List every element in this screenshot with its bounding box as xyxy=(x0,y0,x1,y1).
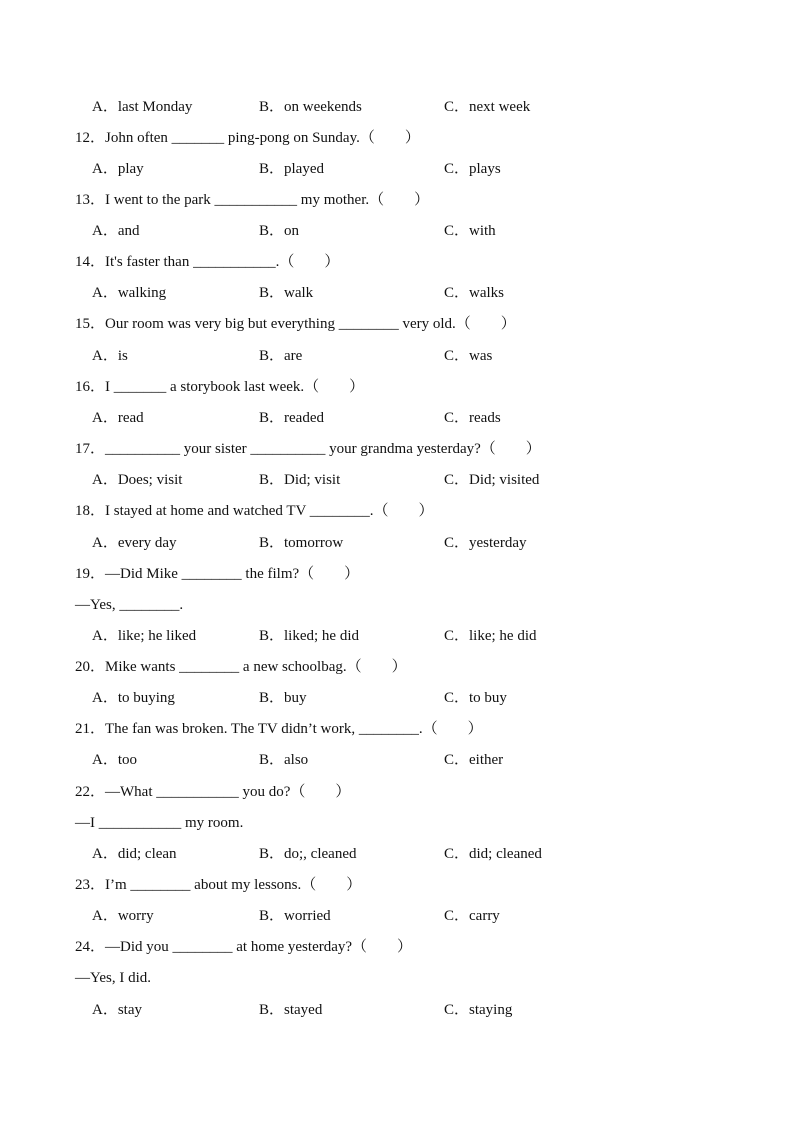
question-15: 15．Our room was very big but everything ________ very old.（ ） xyxy=(75,316,516,332)
option-c: C．carry xyxy=(444,908,500,924)
question-17: 17．__________ your sister __________ your grandma yesterday?（ ） xyxy=(75,441,541,457)
option-c: C．staying xyxy=(444,1002,513,1018)
option-c: C．with xyxy=(444,223,496,239)
option-b: B．also xyxy=(259,752,309,768)
question-22: 22．—What ___________ you do?（ ） xyxy=(75,784,351,800)
option-a: A．too xyxy=(92,752,138,768)
option-b: B．do;, cleaned xyxy=(259,846,357,862)
option-a: A．last Monday xyxy=(92,99,193,115)
option-b: B．tomorrow xyxy=(259,535,344,551)
option-a: A．did; clean xyxy=(92,846,177,862)
option-b: B．liked; he did xyxy=(259,628,359,644)
question-21: 21．The fan was broken. The TV didn’t work, ________.（ ） xyxy=(75,721,483,737)
question-16: 16．I _______ a storybook last week.（ ） xyxy=(75,379,365,395)
option-c: C．Did; visited xyxy=(444,472,540,488)
option-c: C．yesterday xyxy=(444,535,527,551)
option-c: C．next week xyxy=(444,99,531,115)
option-a: A．to buying xyxy=(92,690,175,706)
option-a: A．and xyxy=(92,223,140,239)
option-a: A．Does; visit xyxy=(92,472,183,488)
option-b: B．are xyxy=(259,348,303,364)
option-c: C．either xyxy=(444,752,504,768)
option-c: C．plays xyxy=(444,161,501,177)
option-c: C．reads xyxy=(444,410,501,426)
question-19-response: —Yes, ________. xyxy=(75,597,184,613)
question-24-response: —Yes, I did. xyxy=(75,970,151,986)
option-c: C．did; cleaned xyxy=(444,846,542,862)
option-c: C．was xyxy=(444,348,493,364)
option-b: B．Did; visit xyxy=(259,472,341,488)
option-a: A．every day xyxy=(92,535,177,551)
option-b: B．buy xyxy=(259,690,307,706)
option-b: B．walk xyxy=(259,285,314,301)
option-a: A．stay xyxy=(92,1002,142,1018)
option-b: B．on xyxy=(259,223,300,239)
question-18: 18．I stayed at home and watched TV ________.（ ） xyxy=(75,503,434,519)
question-23: 23．I’m ________ about my lessons.（ ） xyxy=(75,877,362,893)
option-c: C．walks xyxy=(444,285,505,301)
option-b: B．played xyxy=(259,161,324,177)
option-a: A．read xyxy=(92,410,144,426)
question-22-response: —I ___________ my room. xyxy=(75,815,244,831)
option-b: B．stayed xyxy=(259,1002,323,1018)
option-b: B．worried xyxy=(259,908,331,924)
question-20: 20．Mike wants ________ a new schoolbag.（ ） xyxy=(75,659,407,675)
option-a: A．like; he liked xyxy=(92,628,197,644)
option-c: C．to buy xyxy=(444,690,507,706)
question-24: 24．—Did you ________ at home yesterday?（ ） xyxy=(75,939,413,955)
question-13: 13．I went to the park ___________ my mother.（ ） xyxy=(75,192,430,208)
question-12: 12．John often _______ ping-pong on Sunday.（ ） xyxy=(75,130,420,146)
option-a: A．walking xyxy=(92,285,167,301)
option-b: B．readed xyxy=(259,410,324,426)
question-14: 14．It's faster than ___________.（ ） xyxy=(75,254,340,270)
option-c: C．like; he did xyxy=(444,628,537,644)
option-b: B．on weekends xyxy=(259,99,362,115)
option-a: A．play xyxy=(92,161,144,177)
question-19: 19．—Did Mike ________ the film?（ ） xyxy=(75,566,360,582)
option-a: A．is xyxy=(92,348,128,364)
option-a: A．worry xyxy=(92,908,154,924)
